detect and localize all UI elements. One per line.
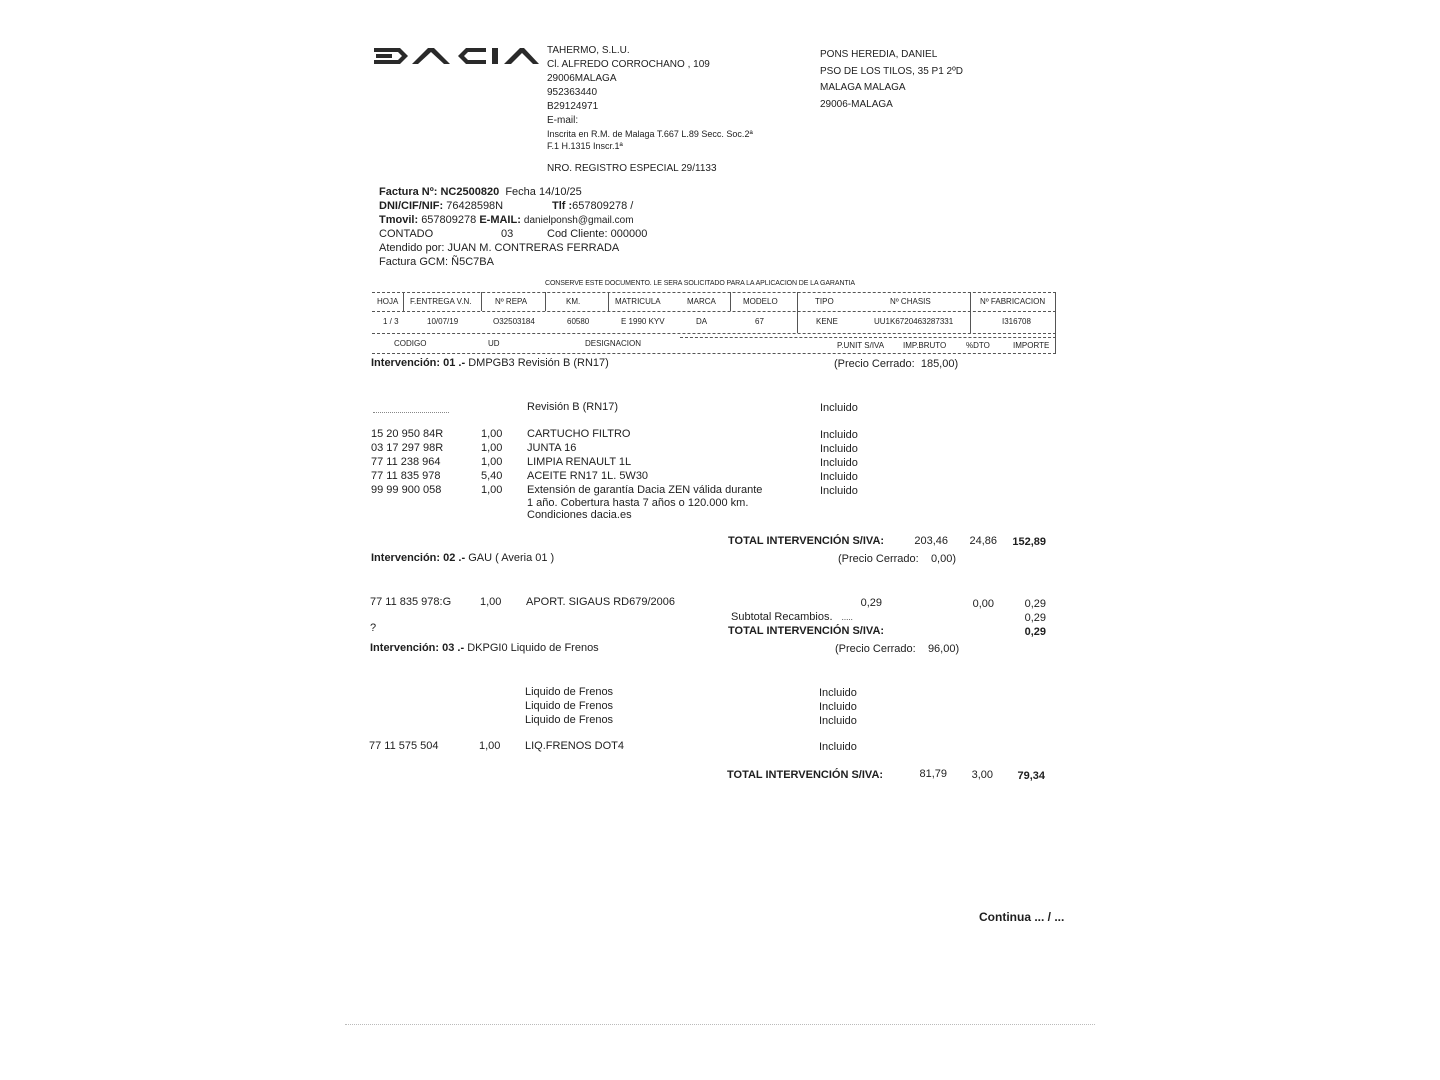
company-name: TAHERMO, S.L.U. bbox=[547, 45, 630, 56]
sub-desc: Liquido de Frenos bbox=[525, 714, 614, 726]
item-code: 77 11 835 978:G bbox=[370, 596, 452, 608]
intervencion-01-header bbox=[371, 357, 609, 370]
col-sep bbox=[970, 292, 971, 333]
tmovil-label: Tmovil: bbox=[379, 214, 419, 226]
factura-label: Factura Nº: bbox=[379, 186, 438, 198]
tlf-label: Tlf : bbox=[552, 200, 573, 212]
gcm-row bbox=[379, 256, 494, 269]
dotted-mark bbox=[373, 412, 449, 413]
intervencion-02-total-label: TOTAL INTERVENCIÓN S/IVA: bbox=[728, 625, 885, 637]
company-registry-1: Inscrita en R.M. de Malaga T.667 L.89 Secc. Soc.2ª bbox=[547, 129, 753, 139]
item-status: Incluido bbox=[820, 443, 858, 455]
precio-value: 96,00) bbox=[927, 643, 960, 655]
item-ud: 5,40 bbox=[481, 470, 503, 482]
item-code: 77 11 835 978 bbox=[371, 470, 441, 482]
vehicle-header-matricula: MATRICULA bbox=[615, 297, 661, 306]
col-sep bbox=[403, 292, 404, 311]
vehicle-header-modelo: MODELO bbox=[743, 297, 778, 306]
fecha-value: 14/10/25 bbox=[538, 186, 582, 198]
vehicle-header-tipo: TIPO bbox=[815, 297, 834, 306]
vehicle-header-km: KM. bbox=[566, 297, 581, 306]
col-header-ud: UD bbox=[488, 339, 500, 348]
subtotal-recambios-row bbox=[731, 611, 853, 624]
vehicle-header-repa: Nº REPA bbox=[495, 297, 528, 306]
col-sep bbox=[1055, 292, 1056, 353]
contado-code: 03 bbox=[501, 228, 514, 240]
intervencion-desc: GAU ( Averia 01 ) bbox=[468, 552, 555, 564]
col-header-dto: %DTO bbox=[966, 341, 990, 350]
vehicle-fabricacion: I316708 bbox=[1002, 317, 1031, 326]
item-status: Incluido bbox=[820, 471, 858, 483]
tlf-row bbox=[552, 200, 633, 213]
tmovil-value: 657809278 bbox=[421, 214, 477, 226]
cod-cliente-label: Cod Cliente: bbox=[547, 228, 608, 240]
item-status: Incluido bbox=[820, 429, 858, 441]
intervencion-03-precio bbox=[835, 643, 959, 656]
item-code: 99 99 900 058 bbox=[371, 484, 442, 496]
item-desc: APORT. SIGAUS RD679/2006 bbox=[526, 596, 675, 608]
vehicle-header-hoja: HOJA bbox=[377, 297, 399, 306]
sub-desc: Liquido de Frenos bbox=[525, 700, 614, 712]
item-code: 77 11 238 964 bbox=[371, 456, 441, 468]
vehicle-repa: O32503184 bbox=[493, 317, 535, 326]
atendido-label: Atendido por: bbox=[379, 242, 445, 254]
dni-row bbox=[379, 200, 503, 213]
item-status: Incluido bbox=[820, 457, 858, 469]
gcm-label: Factura GCM: bbox=[379, 256, 449, 268]
item-code: 77 11 575 504 bbox=[369, 740, 439, 752]
item-dto: 0,00 bbox=[972, 598, 994, 610]
item-ud: 1,00 bbox=[481, 484, 503, 496]
dni-label: DNI/CIF/NIF: bbox=[379, 200, 444, 212]
item-code: 03 17 297 98R bbox=[371, 442, 444, 454]
precio-value: 0,00) bbox=[930, 553, 957, 565]
precio-value: 185,00) bbox=[920, 358, 959, 370]
intervencion-03-total: 79,34 bbox=[1017, 770, 1045, 782]
item-status: Incluido bbox=[820, 485, 858, 497]
company-address: Cl. ALFREDO CORROCHANO , 109 bbox=[547, 59, 710, 70]
table-border-sub bbox=[680, 337, 1056, 338]
item-status: Incluido bbox=[819, 741, 857, 753]
atendido-value: JUAN M. CONTRERAS FERRADA bbox=[447, 242, 620, 254]
subtotal-value: 0,29 bbox=[1024, 612, 1046, 624]
vehicle-km: 60580 bbox=[567, 317, 590, 326]
contado-label: CONTADO bbox=[379, 228, 434, 240]
customer-info bbox=[820, 47, 963, 113]
intervencion-label: Intervención: bbox=[370, 642, 440, 654]
customer-postal: 29006-MALAGA bbox=[820, 98, 893, 110]
continua-label: Continua ... / ... bbox=[979, 910, 1065, 924]
intervencion-01-total-label: TOTAL INTERVENCIÓN S/IVA: bbox=[728, 535, 885, 547]
intervencion-number: 02 .- bbox=[443, 552, 466, 564]
intervencion-03-total-dto: 3,00 bbox=[971, 769, 993, 781]
intervencion-03-total-bruto: 81,79 bbox=[919, 768, 947, 780]
item-ud: 1,00 bbox=[480, 596, 502, 608]
precio-label: (Precio Cerrado: bbox=[835, 643, 916, 655]
company-cif: B29124971 bbox=[547, 101, 599, 112]
subtotal-dots: ..... bbox=[841, 613, 853, 622]
vehicle-header-entrega: F.ENTREGA V.N. bbox=[410, 297, 472, 306]
col-sep bbox=[730, 292, 731, 311]
vehicle-header-fabricacion: Nº FABRICACION bbox=[980, 297, 1046, 306]
question-mark: ? bbox=[370, 622, 377, 634]
item-unit-price: 0,29 bbox=[860, 597, 882, 609]
table-border-top bbox=[372, 292, 1056, 293]
item-desc: LIMPIA RENAULT 1L bbox=[527, 456, 632, 468]
cod-cliente-row bbox=[547, 228, 647, 241]
precio-label: (Precio Cerrado: bbox=[834, 358, 915, 370]
intervencion-03-total-label: TOTAL INTERVENCIÓN S/IVA: bbox=[727, 769, 884, 781]
precio-label: (Precio Cerrado: bbox=[838, 553, 919, 565]
intervencion-number: 01 .- bbox=[443, 357, 466, 369]
dacia-logo bbox=[374, 45, 539, 67]
intervencion-desc: DKPGI0 Liquido de Frenos bbox=[467, 642, 599, 654]
vehicle-hoja: 1 / 3 bbox=[383, 317, 399, 326]
intervencion-01-total-bruto: 203,46 bbox=[914, 535, 948, 547]
table-border-bottom bbox=[372, 333, 1056, 334]
item-code: 15 20 950 84R bbox=[371, 428, 444, 440]
item-ud: 1,00 bbox=[481, 456, 503, 468]
intervencion-label: Intervención: bbox=[371, 357, 441, 369]
intervencion-02-header bbox=[371, 552, 554, 565]
sub-status: Incluido bbox=[819, 701, 857, 713]
sub-status: Incluido bbox=[819, 687, 857, 699]
col-header-codigo: CODIGO bbox=[394, 339, 427, 348]
col-sep bbox=[797, 292, 798, 333]
company-email: E-mail: bbox=[547, 115, 579, 126]
col-sep bbox=[481, 292, 482, 311]
vehicle-matricula: E 1990 KYV bbox=[621, 317, 665, 326]
company-phone: 952363440 bbox=[547, 87, 598, 98]
item-importe: 0,29 bbox=[1024, 598, 1046, 610]
customer-name: PONS HEREDIA, DANIEL bbox=[820, 49, 938, 60]
item-ud: 1,00 bbox=[481, 442, 503, 454]
intervencion-number: 03 .- bbox=[442, 642, 465, 654]
scan-edge-line bbox=[345, 1024, 1095, 1025]
intervencion-01-precio bbox=[834, 358, 958, 371]
vehicle-header-chasis: Nº CHASIS bbox=[890, 297, 931, 306]
invoice-number-row bbox=[379, 186, 582, 199]
item-desc: CARTUCHO FILTRO bbox=[527, 428, 631, 440]
item-desc: ACEITE RN17 1L. 5W30 bbox=[527, 470, 649, 482]
col-header-importe: IMPORTE bbox=[1013, 341, 1050, 350]
intervencion-01-sub-status: Incluido bbox=[820, 402, 858, 414]
item-desc-continued: 1 año. Cobertura hasta 7 años o 120.000 km. bbox=[527, 497, 749, 509]
item-desc-continued: Condiciones dacia.es bbox=[527, 509, 632, 521]
col-header-punit: P.UNIT S/IVA bbox=[837, 341, 885, 350]
item-ud: 1,00 bbox=[481, 428, 503, 440]
subtotal-label: Subtotal Recambios. bbox=[731, 611, 833, 623]
intervencion-01-total: 152,89 bbox=[1012, 536, 1046, 548]
vehicle-chasis: UU1K6720463287331 bbox=[874, 317, 954, 326]
fecha-label: Fecha bbox=[505, 186, 536, 198]
intervencion-03-header bbox=[370, 642, 599, 655]
col-sep bbox=[545, 292, 546, 311]
company-registry-2: F.1 H.1315 Inscr.1ª bbox=[547, 141, 623, 151]
vehicle-modelo: 67 bbox=[755, 317, 764, 326]
factura-number: NC2500820 bbox=[440, 186, 500, 198]
intervencion-label: Intervención: bbox=[371, 552, 441, 564]
intervencion-02-total: 0,29 bbox=[1024, 626, 1046, 638]
item-desc: JUNTA 16 bbox=[527, 442, 577, 454]
item-ud: 1,00 bbox=[479, 740, 501, 752]
tmovil-row bbox=[379, 214, 634, 227]
col-header-designacion: DESIGNACION bbox=[585, 339, 642, 348]
gcm-value: Ñ5C7BA bbox=[451, 256, 494, 268]
email-label: E-MAIL: bbox=[479, 214, 521, 226]
col-sep bbox=[608, 292, 609, 311]
customer-address: PSO DE LOS TILOS, 35 P1 2ºD bbox=[820, 65, 963, 77]
lines-header-border bbox=[372, 353, 1056, 354]
tlf-value: 657809278 / bbox=[572, 200, 634, 212]
sub-desc: Liquido de Frenos bbox=[525, 686, 614, 698]
vehicle-marca: DA bbox=[696, 317, 708, 326]
sub-status: Incluido bbox=[819, 715, 857, 727]
item-desc: Extensión de garantía Dacia ZEN válida durante bbox=[527, 484, 763, 496]
cod-cliente-value: 000000 bbox=[610, 228, 648, 240]
email-value: danielponsh@gmail.com bbox=[523, 215, 634, 226]
vehicle-entrega: 10/07/19 bbox=[427, 317, 459, 326]
dni-value: 76428598N bbox=[446, 200, 504, 212]
item-desc: LIQ.FRENOS DOT4 bbox=[525, 740, 625, 752]
company-city: 29006MALAGA bbox=[547, 73, 617, 84]
registro-especial: NRO. REGISTRO ESPECIAL 29/1133 bbox=[547, 163, 717, 174]
col-header-impbruto: IMP.BRUTO bbox=[903, 341, 947, 350]
company-info bbox=[547, 44, 753, 152]
atendido-row bbox=[379, 242, 619, 255]
warranty-notice: CONSERVE ESTE DOCUMENTO. LE SERA SOLICITADO PARA LA APLICACION DE LA GARANTIA bbox=[545, 280, 855, 287]
table-border-mid bbox=[372, 311, 1056, 312]
vehicle-header-marca: MARCA bbox=[687, 297, 716, 306]
customer-city: MALAGA MALAGA bbox=[820, 82, 906, 93]
intervencion-01-total-dto: 24,86 bbox=[969, 535, 997, 547]
intervencion-02-precio bbox=[838, 553, 956, 566]
intervencion-01-sub: Revisión B (RN17) bbox=[527, 401, 619, 413]
intervencion-desc: DMPGB3 Revisión B (RN17) bbox=[468, 357, 609, 369]
vehicle-tipo: KENE bbox=[816, 317, 838, 326]
